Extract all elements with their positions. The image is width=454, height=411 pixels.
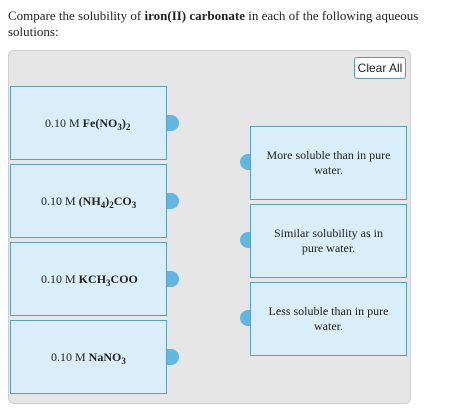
target-label: More soluble than in pure water. xyxy=(266,148,391,177)
target-similar-solubility[interactable] xyxy=(250,204,407,278)
source-formula: $(NH_4)_2CO_3$ xyxy=(78,193,137,210)
connector-handle-icon[interactable] xyxy=(240,154,250,170)
source-concentration: 0.10 M xyxy=(41,193,79,208)
source-concentration: 0.10 M xyxy=(45,115,83,130)
source-card-kch3coo[interactable] xyxy=(10,242,167,316)
source-concentration: 0.10 M xyxy=(51,349,89,364)
target-more-soluble[interactable] xyxy=(250,126,407,200)
target-label: Less soluble than in pure water. xyxy=(268,304,389,333)
source-formula: $Fe(NO_3)_2$ xyxy=(82,115,131,132)
connector-handle-icon[interactable] xyxy=(240,310,250,326)
source-card-fe-no3-2[interactable] xyxy=(10,86,167,160)
question-text xyxy=(8,8,448,40)
clear-all-button[interactable]: Clear All xyxy=(354,57,406,79)
source-card-nh4-2-co3[interactable] xyxy=(10,164,167,238)
target-less-soluble[interactable] xyxy=(250,282,407,356)
source-formula: $KCH_3COO$ xyxy=(78,271,138,288)
connector-handle-icon[interactable] xyxy=(240,232,250,248)
target-label: Similar solubility as in pure water. xyxy=(273,226,383,255)
question-suffix: in each of the following aqueous solutions: xyxy=(8,8,419,39)
source-concentration: 0.10 M xyxy=(41,271,79,286)
source-formula: NaNO$_3$ xyxy=(88,349,126,366)
question-prefix: Compare the solubility of xyxy=(8,8,145,23)
question-compound: iron(II) carbonate xyxy=(144,8,245,23)
source-card-nano3[interactable] xyxy=(10,320,167,394)
